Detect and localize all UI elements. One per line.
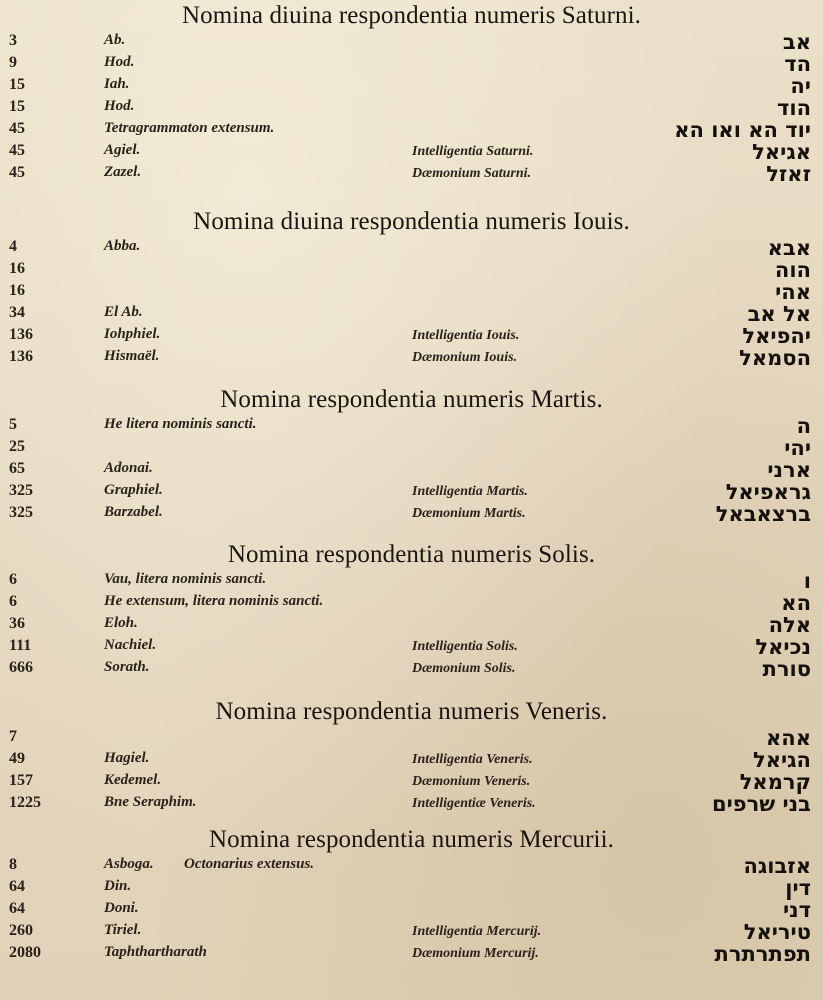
latin-name: Iohphiel. xyxy=(104,326,161,342)
section-6 xyxy=(0,826,823,964)
row-number: 111 xyxy=(9,637,32,654)
name-row xyxy=(0,96,823,118)
row-number: 7 xyxy=(9,728,17,745)
latin-name: Sorath. xyxy=(104,659,150,675)
role-label: Dæmonium Veneris. xyxy=(412,774,531,789)
name-row xyxy=(0,74,823,96)
latin-name: Eloh. xyxy=(104,615,138,631)
hebrew-name: הוה xyxy=(774,258,811,282)
role-label: Intelligentia Mercurij. xyxy=(412,924,542,939)
hebrew-name: בני שרפים xyxy=(711,792,811,816)
section-heading: Nomina respondentia numeris Mercurii. xyxy=(209,826,614,853)
section-heading: Nomina diuina respondentia numeris Saturni. xyxy=(181,2,642,29)
row-number: 34 xyxy=(9,304,25,321)
name-row xyxy=(0,280,823,302)
row-number: 45 xyxy=(9,164,25,181)
name-row xyxy=(0,458,823,480)
role-label: Dæmonium Martis. xyxy=(412,506,526,521)
role-label: Intelligentiæ Veneris. xyxy=(412,796,536,811)
role-label: Intelligentia Iouis. xyxy=(412,328,520,343)
row-number: 64 xyxy=(9,900,25,917)
name-row xyxy=(0,770,823,792)
latin-name: Ab. xyxy=(104,32,126,48)
latin-name: Adonai. xyxy=(104,460,153,476)
hebrew-name: הסמאל xyxy=(739,346,811,370)
role-label: Intelligentia Solis. xyxy=(412,639,518,654)
row-number: 65 xyxy=(9,460,25,477)
row-number: 5 xyxy=(9,416,17,433)
hebrew-name: נכיאל xyxy=(755,635,811,659)
section-3 xyxy=(0,386,823,524)
name-row xyxy=(0,480,823,502)
hebrew-name: אבא xyxy=(767,236,811,260)
hebrew-name: אהי xyxy=(775,280,811,304)
name-row xyxy=(0,302,823,324)
hebrew-name: דין xyxy=(785,876,811,900)
row-number: 136 xyxy=(9,348,33,365)
row-number: 45 xyxy=(9,120,25,137)
latin-name: Kedemel. xyxy=(104,772,162,788)
row-number: 3 xyxy=(9,32,17,49)
name-row xyxy=(0,118,823,140)
latin-name: El Ab. xyxy=(104,304,143,320)
row-number: 64 xyxy=(9,878,25,895)
latin-name: Agiel. xyxy=(104,142,141,158)
section-2 xyxy=(0,208,823,368)
latin-name: Nachiel. xyxy=(104,637,157,653)
latin-name: He extensum, litera nominis sancti. xyxy=(104,593,324,609)
row-number: 36 xyxy=(9,615,25,632)
row-number: 136 xyxy=(9,326,33,343)
row-number: 16 xyxy=(9,260,25,277)
hebrew-name: אגיאל xyxy=(752,140,811,164)
latin-name: Hod. xyxy=(104,54,135,70)
hebrew-name: טיריאל xyxy=(743,920,811,944)
row-number: 49 xyxy=(9,750,25,767)
name-row xyxy=(0,569,823,591)
row-number: 6 xyxy=(9,571,17,588)
name-row xyxy=(0,920,823,942)
name-row xyxy=(0,657,823,679)
hebrew-name: אזבוגה xyxy=(743,854,811,878)
hebrew-name: ברצאבאל xyxy=(715,502,811,526)
row-number: 325 xyxy=(9,504,33,521)
hebrew-name: ו xyxy=(803,569,811,593)
name-row xyxy=(0,854,823,876)
row-number: 8 xyxy=(9,856,17,873)
name-row xyxy=(0,162,823,184)
name-row xyxy=(0,726,823,748)
name-row xyxy=(0,613,823,635)
row-number: 45 xyxy=(9,142,25,159)
section-heading: Nomina respondentia numeris Veneris. xyxy=(215,698,608,725)
latin-name: He litera nominis sancti. xyxy=(104,416,257,432)
latin-name: Vau, litera nominis sancti. xyxy=(104,571,267,587)
hebrew-name: הד xyxy=(784,52,811,76)
name-row xyxy=(0,898,823,920)
hebrew-name: הא xyxy=(781,591,811,615)
hebrew-name: יה xyxy=(790,74,811,98)
latin-name: Hismaël. xyxy=(104,348,160,364)
row-number: 2080 xyxy=(9,944,41,961)
hebrew-name: קרמאל xyxy=(739,770,811,794)
row-number: 666 xyxy=(9,659,33,676)
row-number: 15 xyxy=(9,76,25,93)
name-row xyxy=(0,140,823,162)
role-label: Intelligentia Martis. xyxy=(412,484,528,499)
name-row xyxy=(0,324,823,346)
row-number: 325 xyxy=(9,482,33,499)
name-row xyxy=(0,436,823,458)
role-label: Intelligentia Saturni. xyxy=(412,144,534,159)
hebrew-name: אהא xyxy=(765,726,811,750)
row-number: 4 xyxy=(9,238,17,255)
latin-name: Din. xyxy=(104,878,132,894)
latin-name: Graphiel. xyxy=(104,482,163,498)
name-row xyxy=(0,52,823,74)
role-label: Dæmonium Solis. xyxy=(412,661,516,676)
name-row xyxy=(0,942,823,964)
latin-name: Zazel. xyxy=(104,164,142,180)
hebrew-name: סורת xyxy=(762,657,811,681)
role-label: Dæmonium Iouis. xyxy=(412,350,518,365)
hebrew-name: ארני xyxy=(767,458,811,482)
row-number: 16 xyxy=(9,282,25,299)
section-1 xyxy=(0,2,823,184)
section-4 xyxy=(0,541,823,679)
section-heading: Nomina respondentia numeris Solis. xyxy=(227,541,596,568)
name-row xyxy=(0,792,823,814)
latin-name: Abba. xyxy=(104,238,141,254)
role-label: Intelligentia Veneris. xyxy=(412,752,533,767)
latin-name: Doni. xyxy=(104,900,139,916)
hebrew-name: אל אב xyxy=(747,302,811,326)
latin-name: Tetragrammaton extensum. xyxy=(104,120,275,136)
row-number: 6 xyxy=(9,593,17,610)
latin-name: Barzabel. xyxy=(104,504,163,520)
hebrew-name: הוד xyxy=(777,96,811,120)
latin-name: Iah. xyxy=(104,76,130,92)
latin-name: Hagiel. xyxy=(104,750,150,766)
hebrew-name: גראפיאל xyxy=(725,480,811,504)
role-label: Dæmonium Mercurij. xyxy=(412,946,539,961)
row-number: 25 xyxy=(9,438,25,455)
hebrew-name: אלה xyxy=(768,613,811,637)
name-row xyxy=(0,876,823,898)
section-heading: Nomina respondentia numeris Martis. xyxy=(220,386,603,413)
row-number: 9 xyxy=(9,54,17,71)
latin-name: Hod. xyxy=(104,98,135,114)
name-row xyxy=(0,502,823,524)
name-row xyxy=(0,591,823,613)
name-row xyxy=(0,346,823,368)
row-number: 157 xyxy=(9,772,33,789)
name-row xyxy=(0,30,823,52)
role-label: Dæmonium Saturni. xyxy=(412,166,532,181)
latin-name: Bne Seraphim. xyxy=(104,794,197,810)
hebrew-name: אב xyxy=(782,30,811,54)
latin-name: Tiriel. xyxy=(104,922,142,938)
row-number: 1225 xyxy=(9,794,41,811)
name-row xyxy=(0,748,823,770)
row-number: 15 xyxy=(9,98,25,115)
hebrew-name: יהפיאל xyxy=(742,324,811,348)
latin-note: Octonarius extensus. xyxy=(184,856,315,872)
name-row xyxy=(0,236,823,258)
hebrew-name: יהי xyxy=(784,436,811,460)
latin-name: Taphthartharath xyxy=(104,944,207,960)
hebrew-name: ה xyxy=(796,414,811,438)
name-row xyxy=(0,635,823,657)
hebrew-name: יוד הא ואו הא xyxy=(674,118,811,142)
hebrew-name: הגיאל xyxy=(753,748,811,772)
section-5 xyxy=(0,698,823,814)
section-heading: Nomina diuina respondentia numeris Iouis. xyxy=(193,208,630,235)
row-number: 260 xyxy=(9,922,33,939)
name-row xyxy=(0,414,823,436)
latin-name: Asboga. xyxy=(104,856,154,872)
hebrew-name: תפתרתרת xyxy=(714,942,811,966)
hebrew-name: זאזל xyxy=(766,162,811,186)
name-row xyxy=(0,258,823,280)
hebrew-name: דני xyxy=(782,898,811,922)
